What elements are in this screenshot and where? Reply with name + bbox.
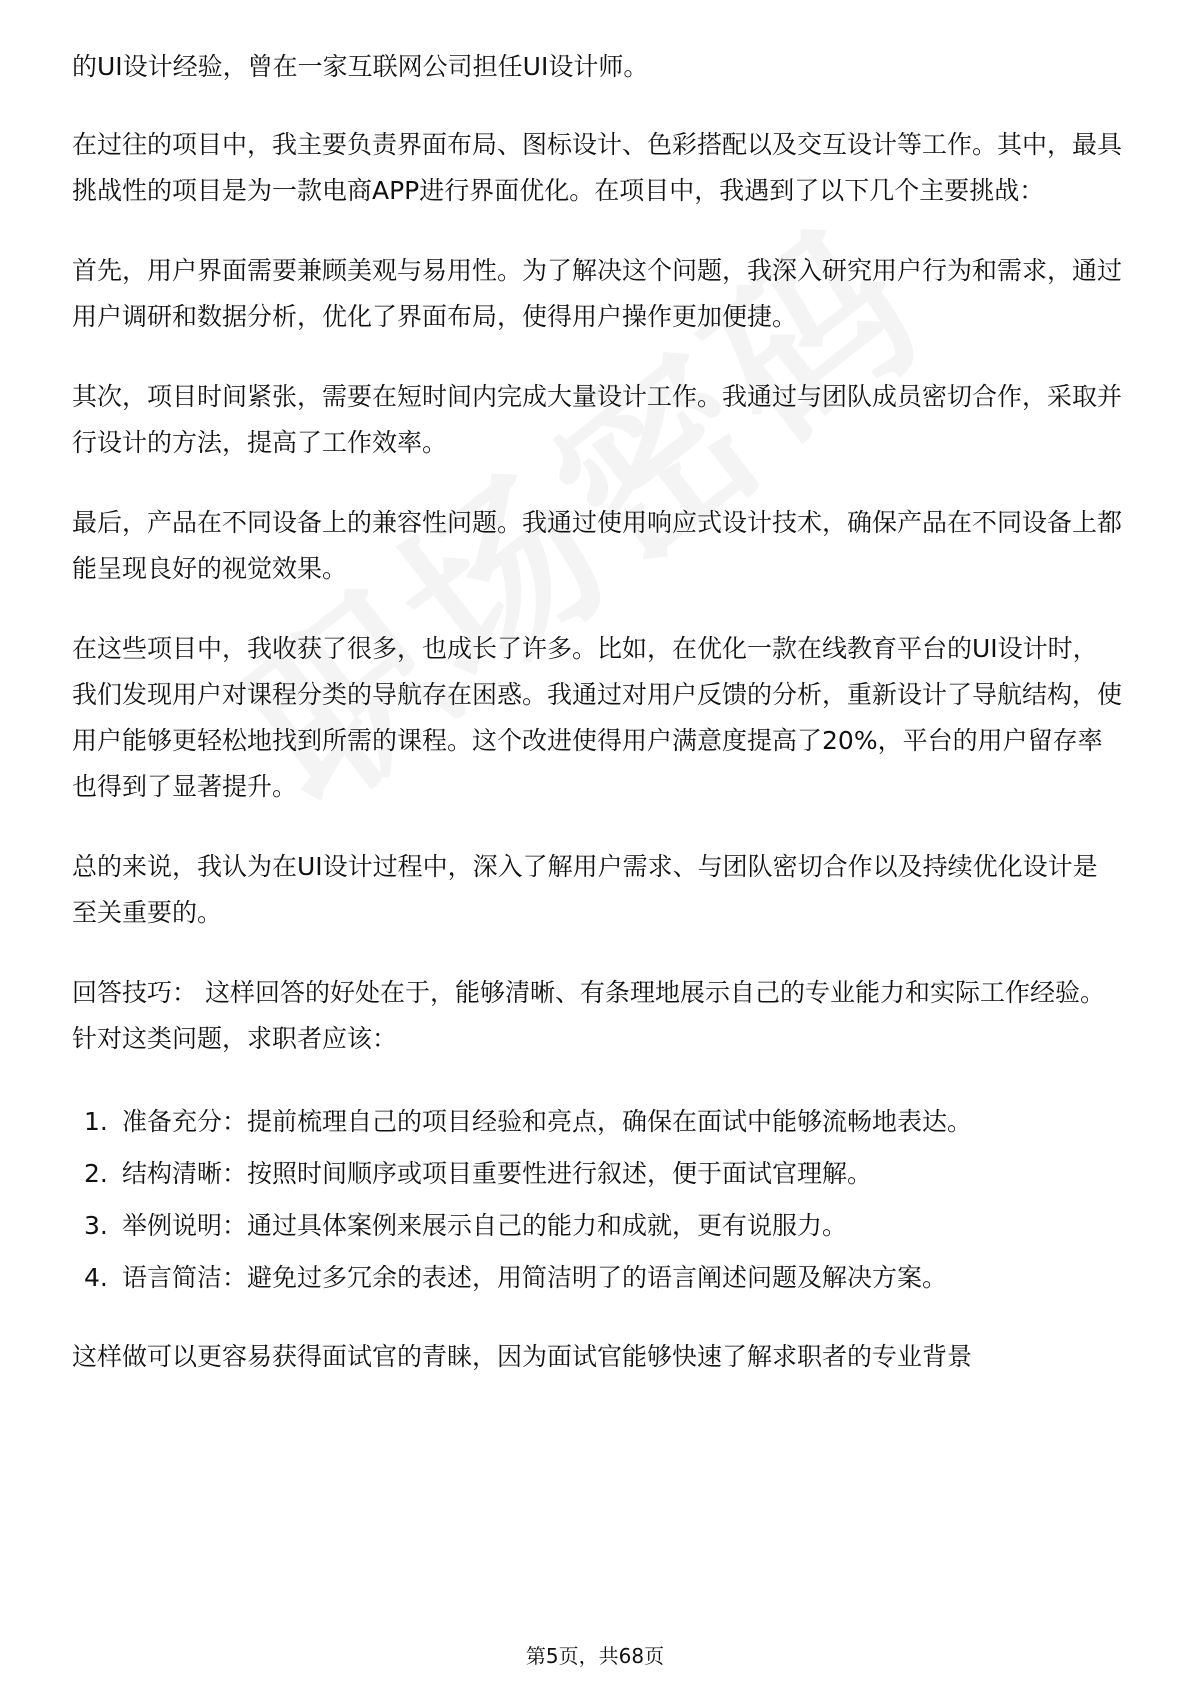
list-number: 1.	[84, 1107, 108, 1136]
document-body	[72, 44, 1122, 1414]
answer-tips-paragraph: 回答技巧： 这样回答的好处在于，能够清晰、有条理地展示自己的专业能力和实际工作经验。针对这类问题，求职者应该：	[72, 978, 1105, 1053]
paragraph: 的UI设计经验，曾在一家互联网公司担任UI设计师。	[72, 52, 649, 81]
list-item	[84, 1200, 1122, 1252]
list-item-text: 语言简洁：避免过多冗余的表述，用简洁明了的语言阐述问题及解决方案。	[122, 1263, 948, 1292]
list-number: 3.	[84, 1211, 108, 1240]
paragraph: 总的来说，我认为在UI设计过程中，深入了解用户需求、与团队密切合作以及持续优化设计是至关重要的。	[72, 852, 1098, 927]
paragraph: 其次，项目时间紧张，需要在短时间内完成大量设计工作。我通过与团队成员密切合作，采取并行设计的方法，提高了工作效率。	[72, 382, 1123, 457]
list-number: 4.	[84, 1263, 108, 1292]
list-number: 2.	[84, 1159, 108, 1188]
closing-paragraph: 这样做可以更容易获得面试官的青睐，因为面试官能够快速了解求职者的专业背景	[72, 1342, 973, 1371]
list-item-text: 结构清晰：按照时间顺序或项目重要性进行叙述，便于面试官理解。	[122, 1159, 873, 1188]
paragraph: 最后，产品在不同设备上的兼容性问题。我通过使用响应式设计技术，确保产品在不同设备上都能呈现良好的视觉效果。	[72, 508, 1123, 583]
list-item	[84, 1252, 1122, 1304]
list-item	[84, 1148, 1122, 1200]
page-number: 第5页，共68页	[525, 1644, 665, 1668]
list-item-text: 准备充分：提前梳理自己的项目经验和亮点，确保在面试中能够流畅地表达。	[122, 1107, 973, 1136]
list-item	[84, 1096, 1122, 1148]
paragraph: 在过往的项目中，我主要负责界面布局、图标设计、色彩搭配以及交互设计等工作。其中，最具挑战性的项目是为一款电商APP进行界面优化。在项目中，我遇到了以下几个主要挑战：	[72, 130, 1123, 205]
list-item-text: 举例说明：通过具体案例来展示自己的能力和成就，更有说服力。	[122, 1211, 848, 1240]
paragraph: 在这些项目中，我收获了很多，也成长了许多。比如，在优化一款在线教育平台的UI设计时，我们发现用户对课程分类的导航存在困惑。我通过对用户反馈的分析，重新设计了导航结构，使用户能够更轻松地找到所需的课程。这个改进使得用户满意度提高了20%，平台的用户留存率也得到了显著提升。	[72, 634, 1123, 801]
tips-list	[72, 1096, 1122, 1304]
paragraph: 首先，用户界面需要兼顾美观与易用性。为了解决这个问题，我深入研究用户行为和需求，通过用户调研和数据分析，优化了界面布局，使得用户操作更加便捷。	[72, 256, 1123, 331]
